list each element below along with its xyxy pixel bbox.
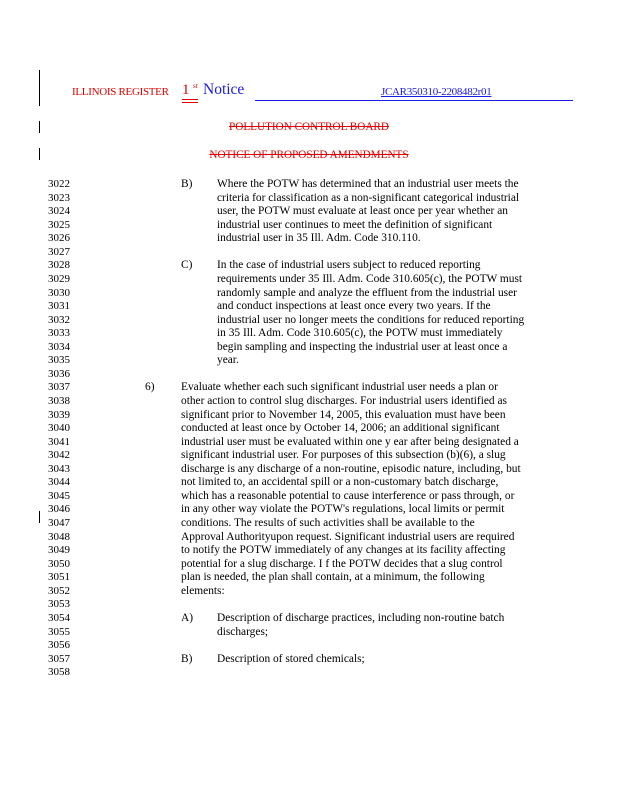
- line-number: 3040: [48, 422, 70, 435]
- text-line: Where the POTW has determined that an industrial user meets the: [217, 178, 519, 190]
- line-number: 3051: [48, 571, 70, 584]
- jcar-code: JCAR350310-2208482r01: [381, 86, 492, 98]
- board-title: POLLUTION CONTROL BOARD: [229, 121, 389, 133]
- text-line: year.: [217, 354, 239, 367]
- text-line: industrial user no longer meets the conditions for reduced reporting: [217, 313, 525, 326]
- line-number: 3022: [48, 178, 70, 190]
- line-number: 3024: [48, 205, 70, 218]
- header-underline: [255, 100, 573, 101]
- register-title: ILLINOIS REGISTER: [72, 86, 169, 98]
- text-line: Description of discharge practices, including non-routine batch: [217, 611, 505, 624]
- text-line: Approval Authorityupon request. Significant industrial users are required: [181, 530, 515, 543]
- line-number: 3026: [48, 232, 70, 245]
- line-number: 3033: [48, 327, 70, 340]
- text-line: conditions. The results of such activities shall be available to the: [181, 517, 475, 529]
- text-line: conducted at least once by October 14, 2006; an additional significant: [181, 422, 500, 435]
- text-line: and conduct inspections at least once every two years. If the: [217, 300, 491, 312]
- double-underline-top: [182, 99, 198, 100]
- line-number: 3039: [48, 408, 70, 421]
- line-number: 3027: [48, 245, 70, 258]
- notice-title: NOTICE OF PROPOSED AMENDMENTS: [209, 149, 409, 161]
- header-notice: Notice: [203, 81, 245, 98]
- item-label: C): [181, 259, 193, 272]
- text-line: plan is needed, the plan shall contain, at a minimum, the following: [181, 571, 485, 584]
- item-label: B): [181, 652, 193, 665]
- line-number: 3050: [48, 557, 70, 570]
- line-number: 3054: [48, 611, 70, 624]
- line-number: 3057: [48, 652, 70, 665]
- text-line: not limited to, an accidental spill or a non-customary batch discharge,: [181, 476, 499, 489]
- line-number: 3023: [48, 191, 70, 204]
- text-line: In the case of industrial users subject to reduced reporting: [217, 259, 481, 272]
- line-number: 3058: [48, 666, 70, 679]
- line-number: 3044: [48, 476, 70, 489]
- line-number: 3049: [48, 544, 70, 557]
- line-number: 3032: [48, 313, 70, 326]
- header-ordinal: st: [193, 82, 198, 90]
- line-number: 3046: [48, 503, 70, 516]
- double-underline-bottom: [182, 102, 198, 103]
- item-label: A): [181, 611, 194, 624]
- line-number: 3036: [48, 367, 70, 380]
- line-number: 3055: [48, 625, 70, 638]
- text-line: in 35 Ill. Adm. Code 310.605(c), the POTW must immediately: [217, 327, 503, 340]
- line-number: 3028: [48, 259, 70, 272]
- change-bar: [39, 70, 40, 106]
- line-number: 3056: [48, 639, 70, 651]
- item-label: B): [181, 178, 193, 190]
- line-number: 3031: [48, 300, 70, 312]
- text-line: other action to control slug discharges. For industrial users identified as: [181, 395, 507, 407]
- line-number: 3030: [48, 286, 70, 299]
- line-number: 3042: [48, 449, 70, 462]
- item-label: 6): [145, 381, 155, 394]
- line-number: 3035: [48, 354, 70, 367]
- text-line: Description of stored chemicals;: [217, 652, 365, 665]
- text-line: significant industrial user. For purposes of this subsection (b)(6), a slug: [181, 449, 506, 462]
- text-line: elements:: [181, 584, 225, 597]
- text-line: which has a reasonable potential to cause interference or pass through, or: [181, 489, 515, 502]
- line-number: 3041: [48, 435, 70, 448]
- text-line: industrial user in 35 Ill. Adm. Code 310.110.: [217, 232, 421, 245]
- text-line: discharge is any discharge of a non-routine, episodic nature, including, but: [181, 462, 521, 475]
- line-number: 3048: [48, 530, 70, 543]
- change-bar: [39, 511, 40, 523]
- line-number: 3053: [48, 598, 70, 611]
- text-line: Evaluate whether each such significant industrial user needs a plan or: [181, 381, 498, 394]
- text-line: begin sampling and inspecting the industrial user at least once a: [217, 340, 508, 353]
- line-number: 3052: [48, 584, 70, 597]
- text-line: user, the POTW must evaluate at least once per year whether an: [217, 205, 508, 218]
- text-line: randomly sample and analyze the effluent from the industrial user: [217, 286, 517, 299]
- text-line: requirements under 35 Ill. Adm. Code 310.605(c), the POTW must: [217, 272, 523, 285]
- text-line: discharges;: [217, 625, 269, 638]
- text-line: significant prior to November 14, 2005, this evaluation must have been: [181, 408, 506, 421]
- text-line: in any other way violate the POTW's regulations, local limits or permit: [181, 503, 505, 516]
- line-number: 3037: [48, 381, 70, 394]
- line-number: 3025: [48, 218, 70, 231]
- line-number: 3034: [48, 340, 70, 353]
- header-number: 1: [182, 82, 190, 98]
- line-number: 3043: [48, 462, 70, 475]
- text-line: to notify the POTW immediately of any changes at its facility affecting: [181, 544, 506, 557]
- line-number: 3038: [48, 395, 70, 407]
- text-line: industrial user must be evaluated within one y ear after being designated a: [181, 435, 519, 448]
- line-number: 3045: [48, 489, 70, 502]
- line-number: 3047: [48, 517, 70, 529]
- text-line: criteria for classification as a non-significant categorical industrial: [217, 191, 520, 204]
- line-number: 3029: [48, 272, 70, 285]
- text-line: potential for a slug discharge. I f the POTW decides that a slug control: [181, 557, 503, 570]
- text-line: industrial user continues to meet the definition of significant: [217, 218, 493, 231]
